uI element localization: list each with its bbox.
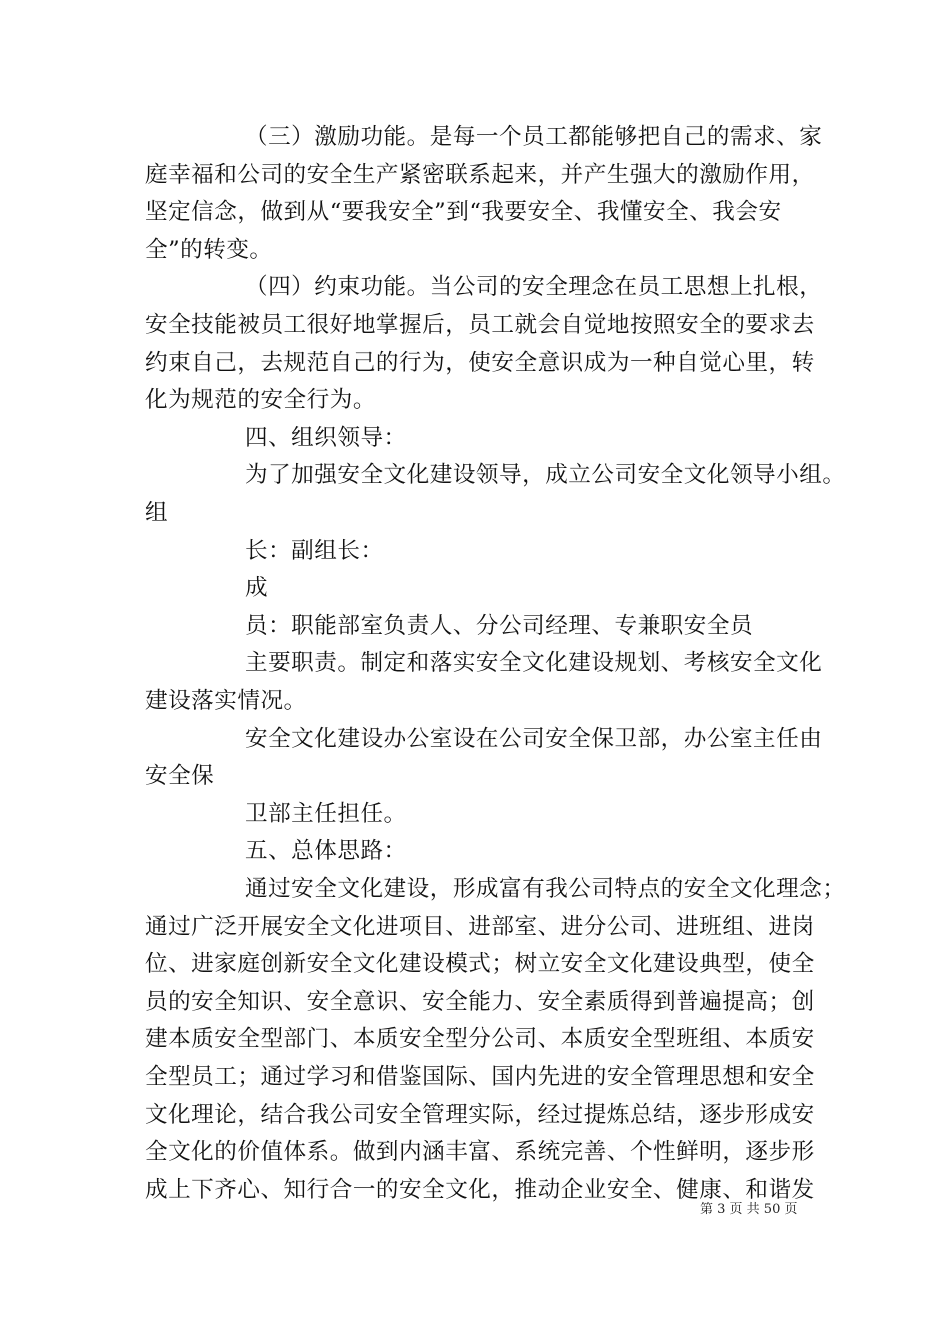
text-line: 员的安全知识、安全意识、安全能力、安全素质得到普遍提高；创 [145, 988, 815, 1015]
text-line: 安全文化建设办公室设在公司安全保卫部，办公室主任由 [245, 725, 823, 752]
text-line: 五、总体思路： [245, 838, 407, 865]
text-line: 全型员工；通过学习和借鉴国际、国内先进的安全管理思想和安全 [145, 1064, 815, 1090]
text-line: 四、组织领导： [245, 424, 407, 451]
text-line: 建本质安全型部门、本质安全型分公司、本质安全型班组、本质安 [145, 1026, 815, 1053]
text-line: 安全保 [145, 763, 215, 790]
text-line: 卫部主任担任。 [245, 800, 407, 827]
text-line: 组 [145, 500, 169, 526]
text-line: 通过安全文化建设，形成富有我公司特点的安全文化理念； [245, 876, 846, 902]
text-line: 安全技能被员工很好地掌握后，员工就会自觉地按照安全的要求去 [145, 312, 815, 338]
text-line: 成上下齐心、知行合一的安全文化，推动企业安全、健康、和谐发 [145, 1176, 815, 1203]
text-line: 约束自己，去规范自己的行为，使安全意识成为一种自觉心里，转 [145, 349, 815, 376]
text-line: 文化理论，结合我公司安全管理实际，经过提炼总结，逐步形成安 [145, 1101, 815, 1128]
text-line: 主要职责。制定和落实安全文化建设规划、考核安全文化 [245, 650, 823, 677]
text-line: 建设落实情况。 [145, 688, 307, 714]
text-line: 成 [245, 575, 269, 602]
text-line: 全文化的价值体系。做到内涵丰富、系统完善、个性鲜明，逐步形 [145, 1139, 815, 1166]
text-line: 通过广泛开展安全文化进项目、进部室、进分公司、进班组、进岗 [145, 913, 815, 940]
text-line: 长：副组长： [245, 537, 384, 564]
text-line: 位、进家庭创新安全文化建设模式；树立安全文化建设典型，使全 [145, 951, 815, 978]
text-line: 全”的转变。 [145, 236, 273, 263]
page-footer: 第 3 页 共 50 页 [700, 1202, 798, 1217]
text-line: 化为规范的安全行为。 [145, 387, 376, 414]
text-line: 为了加强安全文化建设领导，成立公司安全文化领导小组。 [245, 462, 846, 489]
text-line: 员：职能部室负责人、分公司经理、专兼职安全员 [245, 612, 754, 639]
text-line: （四）约束功能。当公司的安全理念在员工思想上扎根， [245, 274, 823, 301]
text-line: 庭幸福和公司的安全生产紧密联系起来，并产生强大的激励作用， [145, 161, 815, 188]
text-line: 坚定信念，做到从“要我安全”到“我要安全、我懂安全、我会安 [145, 199, 782, 226]
text-line: （三）激励功能。是每一个员工都能够把自己的需求、家 [245, 124, 823, 150]
